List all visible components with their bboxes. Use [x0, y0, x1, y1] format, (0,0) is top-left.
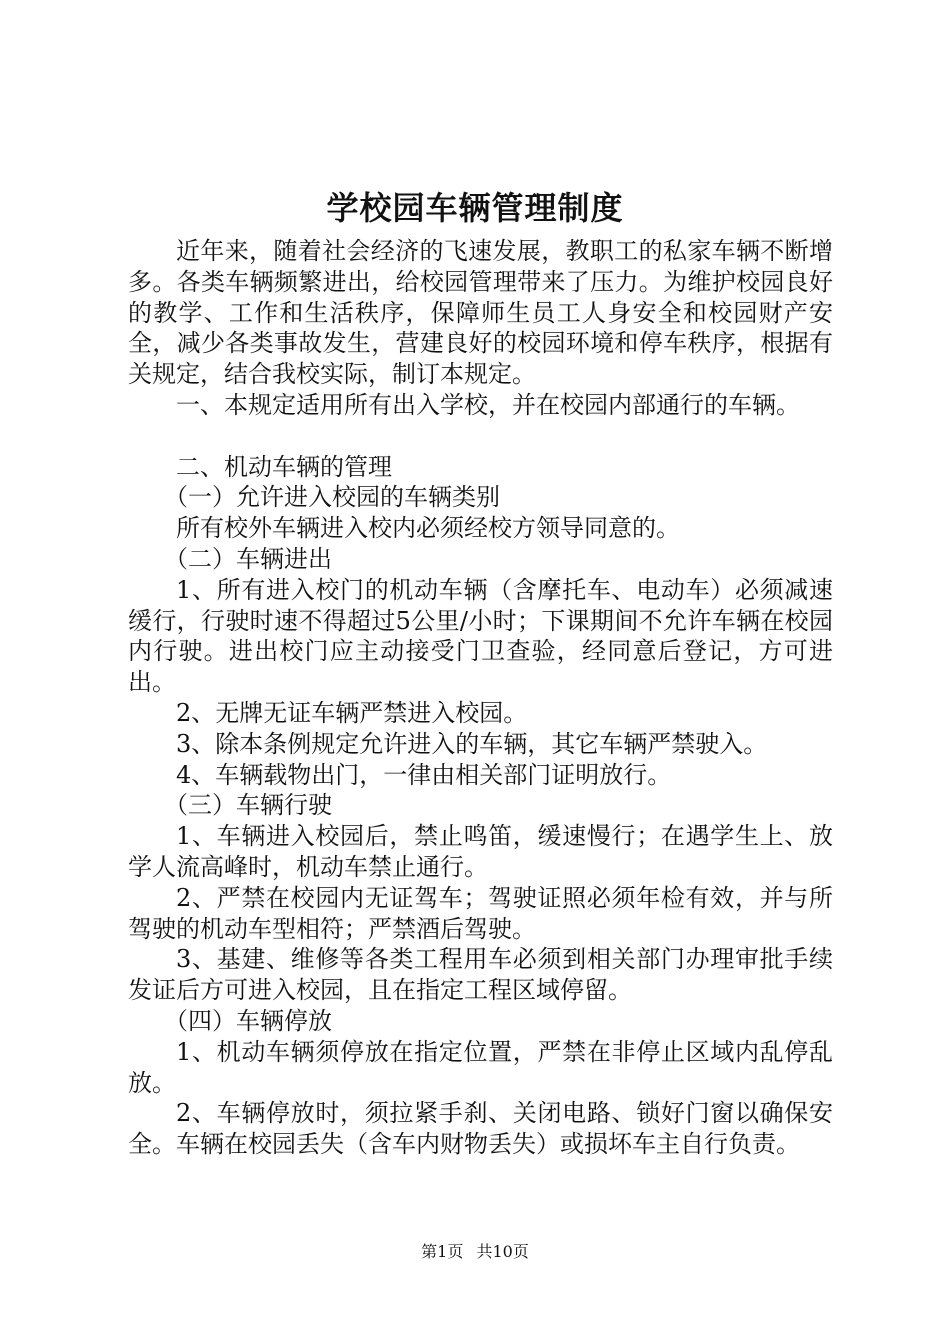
subsection-heading-driving: （三）车辆行驶: [164, 791, 332, 820]
paragraph-parking-1: 1、机动车辆须停放在指定位置，严禁在非停止区域内乱停乱放。: [128, 1037, 833, 1097]
page-total: 共10页: [476, 1242, 529, 1261]
subsection-heading-entry-exit: （二）车辆进出: [164, 544, 332, 573]
paragraph-entry-exit-3: 3、除本条例规定允许进入的车辆，其它车辆严禁驶入。: [176, 729, 768, 758]
paragraph-entry-exit-4: 4、车辆载物出门，一律由相关部门证明放行。: [176, 760, 672, 789]
document-title: 学校园车辆管理制度: [326, 189, 624, 227]
paragraph-entry-exit-1: 1、所有进入校门的机动车辆（含摩托车、电动车）必须减速缓行，行驶时速不得超过5公里/小时；下课期间不允许车辆在校园内行驶。进出校门应主动接受门卫查验，经同意后登记，方可进出。: [128, 575, 833, 697]
intro-paragraph: 近年来，随着社会经济的飞速发展，教职工的私家车辆不断增多。各类车辆频繁进出，给校园管理带来了压力。为维护校园良好的教学、工作和生活秩序，保障师生员工人身安全和校园财产安全，减少各类事故发生，营建良好的校园环境和停车秩序，根据有关规定，结合我校实际，制订本规定。: [128, 237, 833, 389]
paragraph-parking-2: 2、车辆停放时，须拉紧手刹、关闭电路、锁好门窗以确保安全。车辆在校园丢失（含车内财物丢失）或损坏车主自行负责。: [128, 1099, 833, 1159]
subsection-heading-allowed-vehicles: （一）允许进入校园的车辆类别: [164, 483, 500, 512]
paragraph-entry-exit-2: 2、无牌无证车辆严禁进入校园。: [176, 698, 528, 727]
document-body: [128, 236, 833, 1160]
paragraph-driving-3: 3、基建、维修等各类工程用车必须到相关部门办理审批手续发证后方可进入校园，且在指定工程区域停留。: [128, 945, 833, 1005]
section-heading-motor-vehicles: 二、机动车辆的管理: [176, 452, 392, 481]
paragraph-allowed-vehicles: 所有校外车辆进入校内必须经校方领导同意的。: [176, 514, 680, 543]
page-number: 第1页: [421, 1242, 464, 1261]
subsection-heading-parking: （四）车辆停放: [164, 1006, 332, 1035]
scope-paragraph: 一、本规定适用所有出入学校，并在校园内部通行的车辆。: [176, 390, 800, 419]
page-footer: [0, 1240, 950, 1264]
paragraph-driving-2: 2、严禁在校园内无证驾车；驾驶证照必须年检有效，并与所驾驶的机动车型相符；严禁酒后驾驶。: [128, 883, 833, 943]
paragraph-driving-1: 1、车辆进入校园后，禁止鸣笛，缓速慢行；在遇学生上、放学人流高峰时，机动车禁止通行。: [128, 822, 833, 881]
